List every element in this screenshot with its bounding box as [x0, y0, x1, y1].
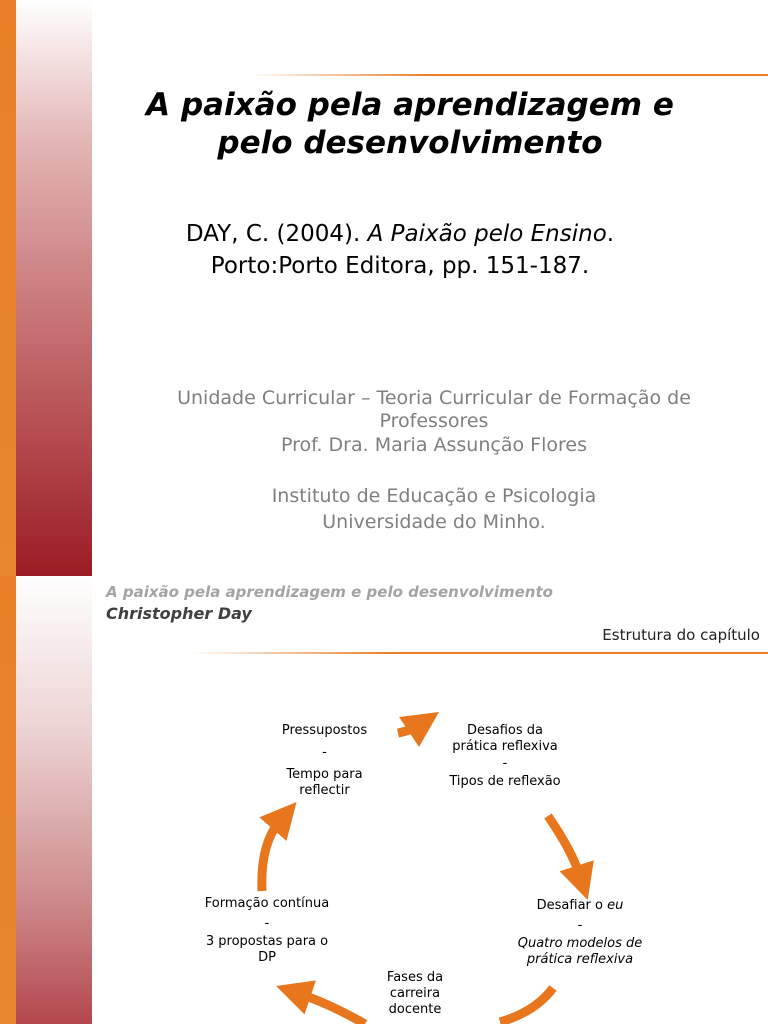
- node-desafiar-line-1: [495, 898, 665, 914]
- node-desafios-line-3: Tipos de reflexão: [449, 774, 561, 789]
- reference-book-title: A Paixão pelo Ensino: [367, 221, 607, 247]
- cycle-arrow-left: [262, 821, 280, 891]
- node-fases-line-3: docente: [388, 1002, 442, 1017]
- node-formacao-separator: -: [264, 916, 270, 931]
- node-pressupostos-line-1: Pressupostos: [281, 723, 368, 738]
- cycle-arrow-right-lower: [500, 988, 553, 1022]
- node-desafiar-separator: -: [577, 918, 583, 933]
- left-orange-strip: [0, 0, 16, 576]
- slide-header-title: A paixão pela aprendizagem e pelo desenvolvimento: [106, 583, 553, 601]
- bibliographic-reference: [100, 218, 700, 282]
- course-line-2: Professores: [379, 410, 489, 432]
- node-formacao: [182, 896, 352, 966]
- node-formacao-line-3: DP: [258, 950, 276, 965]
- university-name: Universidade do Minho.: [322, 511, 546, 533]
- reference-line-1: [100, 218, 700, 250]
- node-fases-line-2: carreira: [389, 986, 441, 1001]
- title-line-1: A paixão pela aprendizagem e: [146, 87, 674, 123]
- cycle-arrow-bottom-left: [300, 994, 365, 1024]
- course-line-1: Unidade Curricular – Teoria Curricular de Formação de: [177, 387, 691, 409]
- institute-name: Instituto de Educação e Psicologia: [271, 485, 597, 507]
- node-desafiar: [495, 898, 665, 968]
- node-formacao-line-1: Formação contínua: [204, 896, 330, 911]
- section-heading: Estrutura do capítulo: [602, 626, 760, 644]
- node-desafios: [420, 723, 590, 790]
- node-desafios-line-1: Desafios da: [466, 723, 543, 738]
- professor-name: Prof. Dra. Maria Assunção Flores: [281, 434, 587, 456]
- node-pressupostos: [252, 723, 397, 799]
- node-pressupostos-line-2: Tempo para: [286, 767, 363, 782]
- chapter-structure-slide: [0, 576, 768, 1024]
- node-desafiar-line-2: Quatro modelos de: [517, 936, 643, 951]
- left-gradient-band: [16, 0, 92, 576]
- reference-author-year: DAY, C. (2004).: [185, 221, 368, 247]
- node-fases-line-1: Fases da: [386, 970, 444, 985]
- node-desafios-separator: -: [502, 756, 508, 771]
- node-desafios-line-2: prática reflexiva: [452, 739, 558, 754]
- top-orange-rule: [250, 74, 768, 76]
- reference-period: .: [606, 221, 615, 247]
- node-pressupostos-line-3: reflectir: [299, 783, 350, 798]
- node-desafiar-eu: eu: [607, 898, 624, 913]
- node-desafiar-prefix: Desafiar o: [536, 898, 608, 913]
- presentation-title: [100, 86, 720, 162]
- course-name: [100, 387, 768, 433]
- slide-header-author: Christopher Day: [106, 604, 252, 623]
- node-pressupostos-separator: -: [322, 745, 327, 760]
- cycle-arrow-right-upper: [548, 816, 580, 876]
- reference-line-2: Porto:Porto Editora, pp. 151-187.: [210, 253, 590, 279]
- title-line-2: pelo desenvolvimento: [217, 125, 603, 161]
- node-desafiar-line-3: prática reflexiva: [526, 952, 634, 967]
- node-fases: [360, 970, 470, 1018]
- node-formacao-line-2: 3 propostas para o: [205, 934, 329, 949]
- cycle-arrow-top: [398, 726, 418, 733]
